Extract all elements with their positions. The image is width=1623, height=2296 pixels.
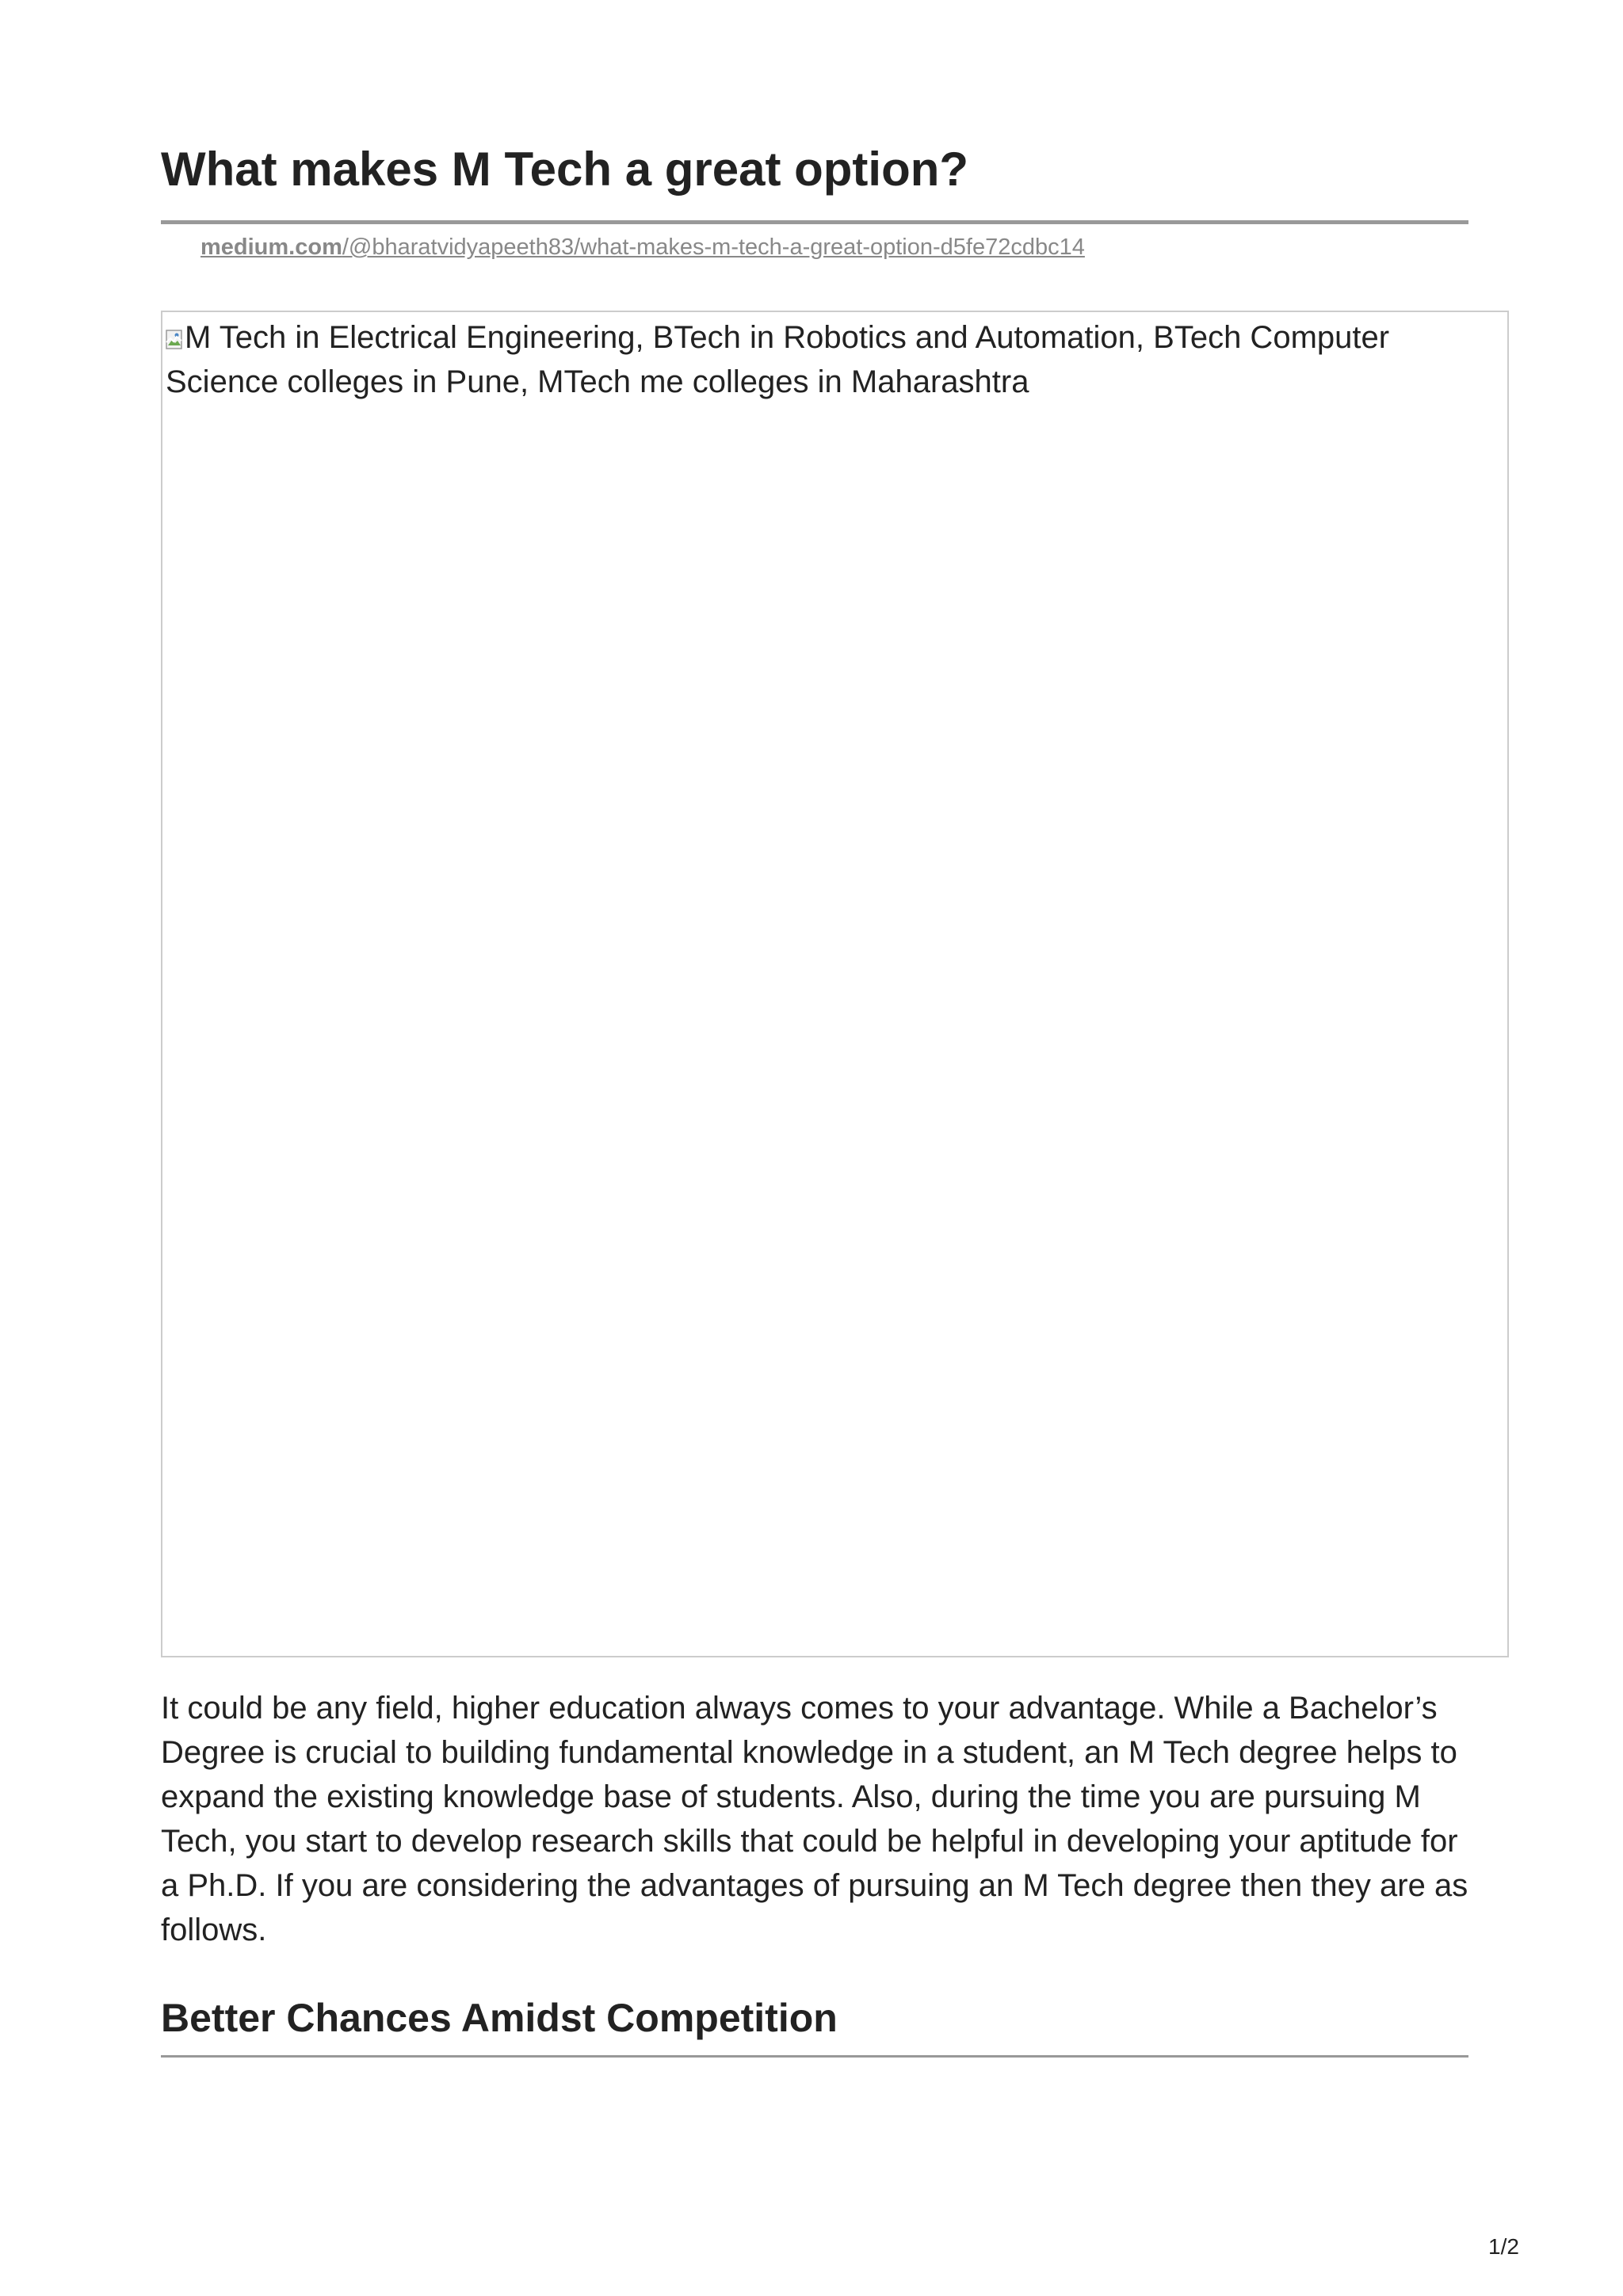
page-number: 1/2 [1488, 2234, 1519, 2259]
intro-paragraph: It could be any field, higher education always comes to your advantage. While a Bachelor’s Degree is crucial to building fundamental knowledge in a student, an M Tech degree helps to expand the existing knowledge base of students. Also, during the time you are pursuing M Tech, you start to develop research skills that could be helpful in developing your aptitude for a Ph.D. If you are considering the advantages of pursuing an M Tech degree then they are as follows. [161, 1691, 1468, 1947]
article-image [161, 311, 1509, 1657]
source-path: /@bharatvidyapeeth83/what-makes-m-tech-a-great-option-d5fe72cdbc14 [342, 235, 1085, 260]
broken-image-icon [166, 330, 183, 350]
article-title: What makes M Tech a great option? [161, 143, 969, 196]
title-divider [161, 220, 1468, 224]
source-link[interactable] [200, 232, 1085, 262]
section-heading: Better Chances Amidst Competition [161, 1996, 838, 2040]
image-alt-text-container [166, 315, 1481, 404]
section-divider [161, 2055, 1468, 2058]
image-alt-text: M Tech in Electrical Engineering, BTech in Robotics and Automation, BTech Computer Science colleges in Pune, MTech me colleges in Maharashtra [166, 320, 1390, 399]
source-domain: medium.com [200, 235, 342, 260]
